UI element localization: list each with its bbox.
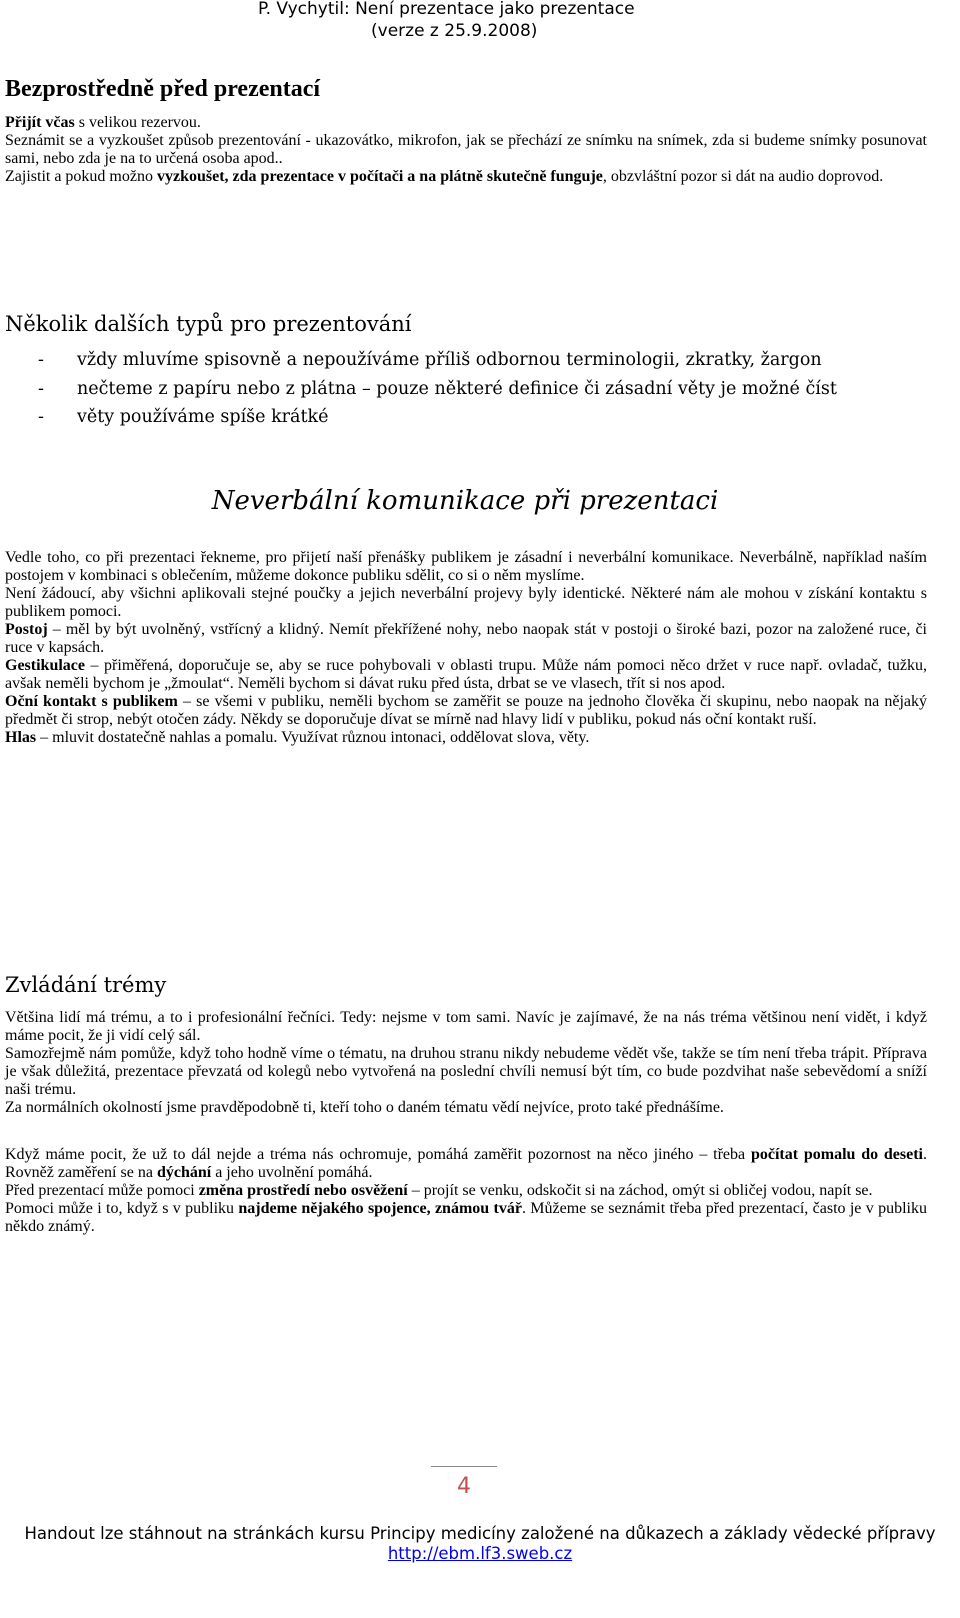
paragraph: Před prezentací může pomoci změna prostředí nebo osvěžení – projít se venku, odskočit si na záchod, omýt si obličej vodou, napít se. [5,1181,873,1199]
tips-list [38,346,928,432]
paragraph: Když máme pocit, že už to dál nejde a tréma nás ochromuje, pomáhá zaměřit pozornost na něco jiného – třeba počítat pomalu do deseti. Rovněž zaměření se na dýchání a jeho uvolnění pomáhá. [5,1145,928,1181]
paragraph: Samozřejmě nám pomůže, když toho hodně víme o tématu, na druhou stranu nikdy nebudeme vědět vše, takže se tím není třeba trápit. Příprava je však důležitá, prezentace převzatá od kolegů nebo vytvořená na poslední chvíli nemusí být tím, co bude pozdvihat naše sebevědomí a sníží naši trému. [5,1045,927,1098]
header-title: P. Vychytil: Není prezentace jako prezentace [258,0,635,19]
paragraph: Většina lidí má trému, a to i profesionální řečníci. Tedy: nejsme v tom sami. Navíc je zajímavé, že na nás tréma většinou není vidět, i když máme pocit, že ji vidí celý sál. [5,1009,927,1044]
paragraph: Vedle toho, co při prezentaci řekneme, pro přijetí naší přenášky publikem je zásadní i neverbální komunikace. Neverbálně, například naším postojem v kombinaci s oblečením, můžeme dokonce publiku sdělit, co si o něm myslíme. [5,549,927,584]
section-heading-stage-fright: Zvládání trémy [5,973,167,997]
paragraph: Oční kontakt s publikem – se všemi v publiku, neměli bychom se zaměřit se pouze na jednoho člověka či skupinu, nebo naopak na nějaký předmět či strop, nebýt otočen zády. Někdy se doporučuje dívat se mírně nad hlavy lidí v publiku, pokud nás oční kontakt ruší. [5,693,927,728]
header-version: (verze z 25.9.2008) [371,21,538,41]
paragraph: Hlas – mluvit dostatečně nahlas a pomalu. Využívat různou intonaci, oddělovat slova, věty. [5,729,590,746]
paragraph: Seznámit se a vyzkoušet způsob prezentování - ukazovátko, mikrofon, jak se přechází ze snímku na snímek, zda si budeme snímky posunovat sami, nebo zda je na to určená osoba apod.. [5,132,927,167]
section-before-presentation [5,114,927,186]
list-item: - nečteme z papíru nebo z plátna – pouze některé definice či zásadní věty je možné číst [38,375,928,404]
paragraph: Postoj – měl by být uvolněný, vstřícný a klidný. Nemít překřížené nohy, nebo naopak stát v postoji o široké bazi, pozor na založené ruce, či ruce v kapsách. [5,621,927,656]
section-heading-before-presentation: Bezprostředně před prezentací [5,76,321,102]
paragraph: Za normálních okolností jsme pravděpodobně ti, kteří toho o daném tématu vědí nejvíce, proto také přednášíme. [5,1099,724,1116]
section-stage-fright [5,1009,927,1236]
page-number: 4 [457,1474,471,1499]
section-nonverbal [5,549,927,747]
paragraph: Přijít včas s velikou rezervou. [5,114,201,131]
section-heading-nonverbal: Neverbální komunikace při prezentaci [211,486,719,516]
page-header [258,0,698,42]
paragraph: Zajistit a pokud možno vyzkoušet, zda prezentace v počítači a na plátně skutečně funguje, obzvláštní pozor si dát na audio doprovod. [5,168,884,185]
page-footer [0,1524,960,1564]
list-item: - vždy mluvíme spisovně a nepoužíváme příliš odbornou terminologii, zkratky, žargon [38,346,928,375]
page-number-divider [431,1466,497,1467]
paragraph: Není žádoucí, aby všichni aplikovali stejné poučky a jejich neverbální projevy byly identické. Některé nám ale mohou v získání kontaktu s publikem pomoci. [5,585,927,620]
section-heading-presentation-tips: Několik dalších typů pro prezentování [5,312,412,336]
paragraph: Gestikulace – přiměřená, doporučuje se, aby se ruce pohybovali v oblasti trupu. Může nám pomoci něco držet v ruce např. ovladač, tužku, avšak neměli bychom je „žmoulat“. Neměli bychom si dávat ruku před ústa, drbat se ve vlasech, třít si nos apod. [5,657,927,692]
footer-text: Handout lze stáhnout na stránkách kursu Principy medicíny založené na důkazech a základy vědecké přípravy [24,1524,936,1543]
list-item: - věty používáme spíše krátké [38,403,928,432]
paragraph: Pomoci může i to, když s v publiku najdeme nějakého spojence, známou tvář. Můžeme se seznámit třeba před prezentací, často je v publiku někdo známý. [5,1199,927,1235]
footer-link[interactable]: http://ebm.lf3.sweb.cz [387,1544,573,1563]
